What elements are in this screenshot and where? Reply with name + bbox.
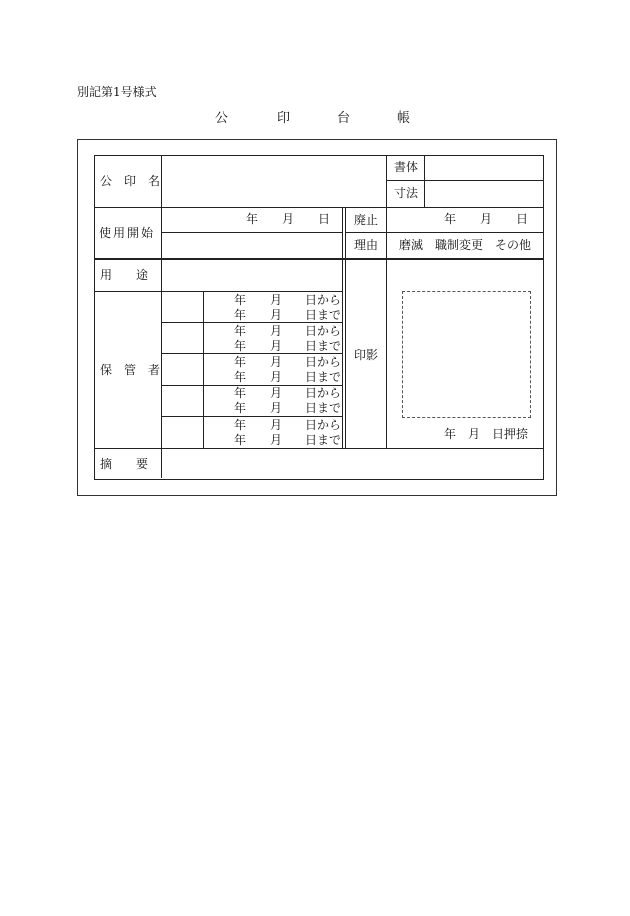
period-year: 年 bbox=[234, 386, 247, 400]
divider bbox=[345, 207, 346, 448]
period-month: 月 bbox=[270, 324, 283, 338]
period-year: 年 bbox=[234, 433, 247, 447]
period-month: 月 bbox=[270, 386, 283, 400]
stamp-year: 年 bbox=[444, 427, 457, 441]
period-year: 年 bbox=[234, 401, 247, 415]
purpose-label: 用 途 bbox=[100, 268, 149, 282]
period-from: 日から bbox=[305, 324, 342, 338]
impression-box bbox=[402, 291, 531, 418]
period-month: 月 bbox=[270, 370, 283, 384]
impression-label: 印影 bbox=[354, 348, 379, 362]
period-year: 年 bbox=[234, 370, 247, 384]
divider bbox=[161, 448, 162, 478]
title-char: 印 bbox=[277, 111, 291, 126]
divider bbox=[424, 155, 425, 208]
reason-label: 理由 bbox=[354, 238, 379, 252]
title-char: 台 bbox=[337, 111, 351, 126]
divider bbox=[94, 291, 343, 292]
divider bbox=[386, 155, 387, 208]
stamped-on: 日押捺 bbox=[492, 427, 529, 441]
abolish-day: 日 bbox=[516, 212, 529, 226]
period-month: 月 bbox=[270, 401, 283, 415]
divider bbox=[161, 207, 162, 448]
period-from: 日から bbox=[305, 293, 342, 307]
summary-label: 摘 要 bbox=[100, 457, 149, 471]
divider bbox=[386, 180, 543, 181]
abolish-month: 月 bbox=[480, 212, 493, 226]
period-to: 日まで bbox=[305, 433, 342, 447]
start-day: 日 bbox=[318, 212, 331, 226]
reason-options: 磨滅 職制変更 その他 bbox=[399, 238, 532, 252]
divider bbox=[342, 207, 343, 448]
seal-name-label: 公 印 名 bbox=[100, 174, 161, 188]
divider bbox=[386, 207, 387, 448]
period-month: 月 bbox=[270, 308, 283, 322]
abolish-label: 廃止 bbox=[354, 213, 379, 227]
period-month: 月 bbox=[270, 339, 283, 353]
title-char: 帳 bbox=[397, 111, 411, 126]
custodian-label: 保 管 者 bbox=[100, 363, 161, 377]
period-month: 月 bbox=[270, 293, 283, 307]
period-month: 月 bbox=[270, 355, 283, 369]
period-to: 日まで bbox=[305, 339, 342, 353]
size-label: 寸法 bbox=[394, 186, 419, 200]
period-to: 日まで bbox=[305, 401, 342, 415]
period-year: 年 bbox=[234, 339, 247, 353]
divider bbox=[161, 416, 343, 417]
divider bbox=[161, 155, 162, 208]
form-number: 別記第1号様式 bbox=[77, 85, 157, 99]
title-char: 公 bbox=[215, 111, 229, 126]
divider bbox=[161, 353, 343, 354]
period-to: 日まで bbox=[305, 370, 342, 384]
start-year: 年 bbox=[246, 212, 259, 226]
period-year: 年 bbox=[234, 293, 247, 307]
period-month: 月 bbox=[270, 433, 283, 447]
script-style-label: 書体 bbox=[394, 160, 419, 174]
period-to: 日まで bbox=[305, 308, 342, 322]
divider bbox=[203, 291, 204, 448]
divider bbox=[161, 232, 343, 233]
period-from: 日から bbox=[305, 386, 342, 400]
divider bbox=[161, 322, 343, 323]
start-use-label: 使用開始 bbox=[99, 226, 156, 240]
period-year: 年 bbox=[234, 355, 247, 369]
stamp-month: 月 bbox=[468, 427, 481, 441]
divider bbox=[345, 232, 543, 233]
period-from: 日から bbox=[305, 355, 342, 369]
period-year: 年 bbox=[234, 418, 247, 432]
abolish-year: 年 bbox=[444, 212, 457, 226]
period-year: 年 bbox=[234, 308, 247, 322]
period-from: 日から bbox=[305, 418, 342, 432]
period-year: 年 bbox=[234, 324, 247, 338]
period-month: 月 bbox=[270, 418, 283, 432]
start-month: 月 bbox=[282, 212, 295, 226]
